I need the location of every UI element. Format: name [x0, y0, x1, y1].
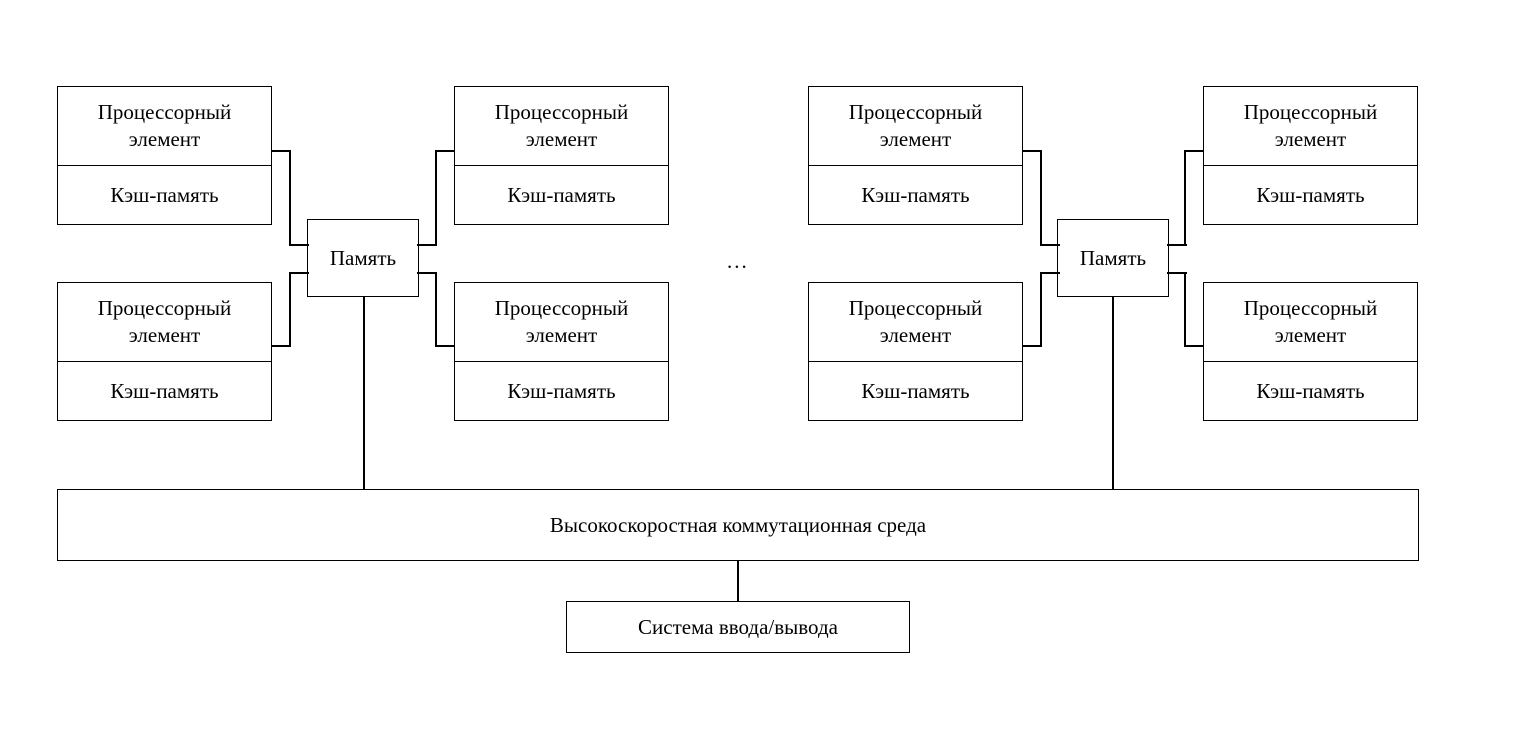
processing-element-node-8[interactable]: [1203, 282, 1418, 421]
connector-pe4-v: [435, 272, 437, 347]
connector-pe3-h: [435, 150, 455, 152]
io-system-label: Система ввода/вывода: [638, 614, 838, 639]
cache-memory-label-8: Кэш-память: [1203, 361, 1418, 421]
ellipsis-label: ...: [727, 249, 749, 273]
connector-pe7-h2: [1167, 244, 1187, 246]
connector-pe8-h2: [1167, 272, 1187, 274]
connector-memory2-bus: [1112, 296, 1114, 490]
processing-element-label-8: Процессорный элемент: [1203, 282, 1418, 362]
processing-element-node-6[interactable]: [808, 282, 1023, 421]
memory-node-1[interactable]: [307, 219, 419, 297]
cache-memory-label-6: Кэш-память: [808, 361, 1023, 421]
connector-pe7-h: [1184, 150, 1204, 152]
processing-element-node-1[interactable]: [57, 86, 272, 225]
interconnect-node[interactable]: [57, 489, 1419, 561]
connector-bus-io: [737, 560, 739, 602]
connector-pe4-h2: [417, 272, 437, 274]
connector-pe4-h: [435, 345, 455, 347]
connector-pe3-h2: [417, 244, 437, 246]
processing-element-label-4: Процессорный элемент: [454, 282, 669, 362]
processing-element-node-7[interactable]: [1203, 86, 1418, 225]
connector-pe2-v: [289, 272, 291, 347]
processing-element-label-7: Процессорный элемент: [1203, 86, 1418, 166]
connector-pe6-v: [1040, 272, 1042, 347]
connector-pe8-v: [1184, 272, 1186, 347]
cache-memory-label-4: Кэш-память: [454, 361, 669, 421]
io-system-node[interactable]: [566, 601, 910, 653]
cache-memory-label-1: Кэш-память: [57, 165, 272, 225]
cache-memory-label-3: Кэш-память: [454, 165, 669, 225]
connector-pe2-h2: [289, 272, 309, 274]
processing-element-label-3: Процессорный элемент: [454, 86, 669, 166]
memory-label-2: Память: [1079, 245, 1147, 270]
connector-pe7-v: [1184, 150, 1186, 245]
processing-element-node-3[interactable]: [454, 86, 669, 225]
memory-node-2[interactable]: [1057, 219, 1169, 297]
interconnect-label: Высокоскоростная коммутационная среда: [549, 512, 927, 537]
processing-element-node-2[interactable]: [57, 282, 272, 421]
cache-memory-label-5: Кэш-память: [808, 165, 1023, 225]
connector-pe5-h2: [1040, 244, 1060, 246]
connector-pe8-h: [1184, 345, 1204, 347]
connector-memory1-bus: [363, 296, 365, 490]
connector-pe1-v: [289, 150, 291, 245]
processing-element-node-4[interactable]: [454, 282, 669, 421]
connector-pe1-h2: [289, 244, 309, 246]
processing-element-node-5[interactable]: [808, 86, 1023, 225]
processing-element-label-5: Процессорный элемент: [808, 86, 1023, 166]
processing-element-label-6: Процессорный элемент: [808, 282, 1023, 362]
connector-pe5-h: [1022, 150, 1042, 152]
connector-pe1-h: [271, 150, 291, 152]
connector-pe6-h2: [1040, 272, 1060, 274]
connector-pe2-h: [271, 345, 291, 347]
connector-pe6-h: [1022, 345, 1042, 347]
connector-pe5-v: [1040, 150, 1042, 245]
cache-memory-label-7: Кэш-память: [1203, 165, 1418, 225]
processing-element-label-1: Процессорный элемент: [57, 86, 272, 166]
connector-pe3-v: [435, 150, 437, 245]
memory-label-1: Память: [329, 245, 397, 270]
cache-memory-label-2: Кэш-память: [57, 361, 272, 421]
processing-element-label-2: Процессорный элемент: [57, 282, 272, 362]
